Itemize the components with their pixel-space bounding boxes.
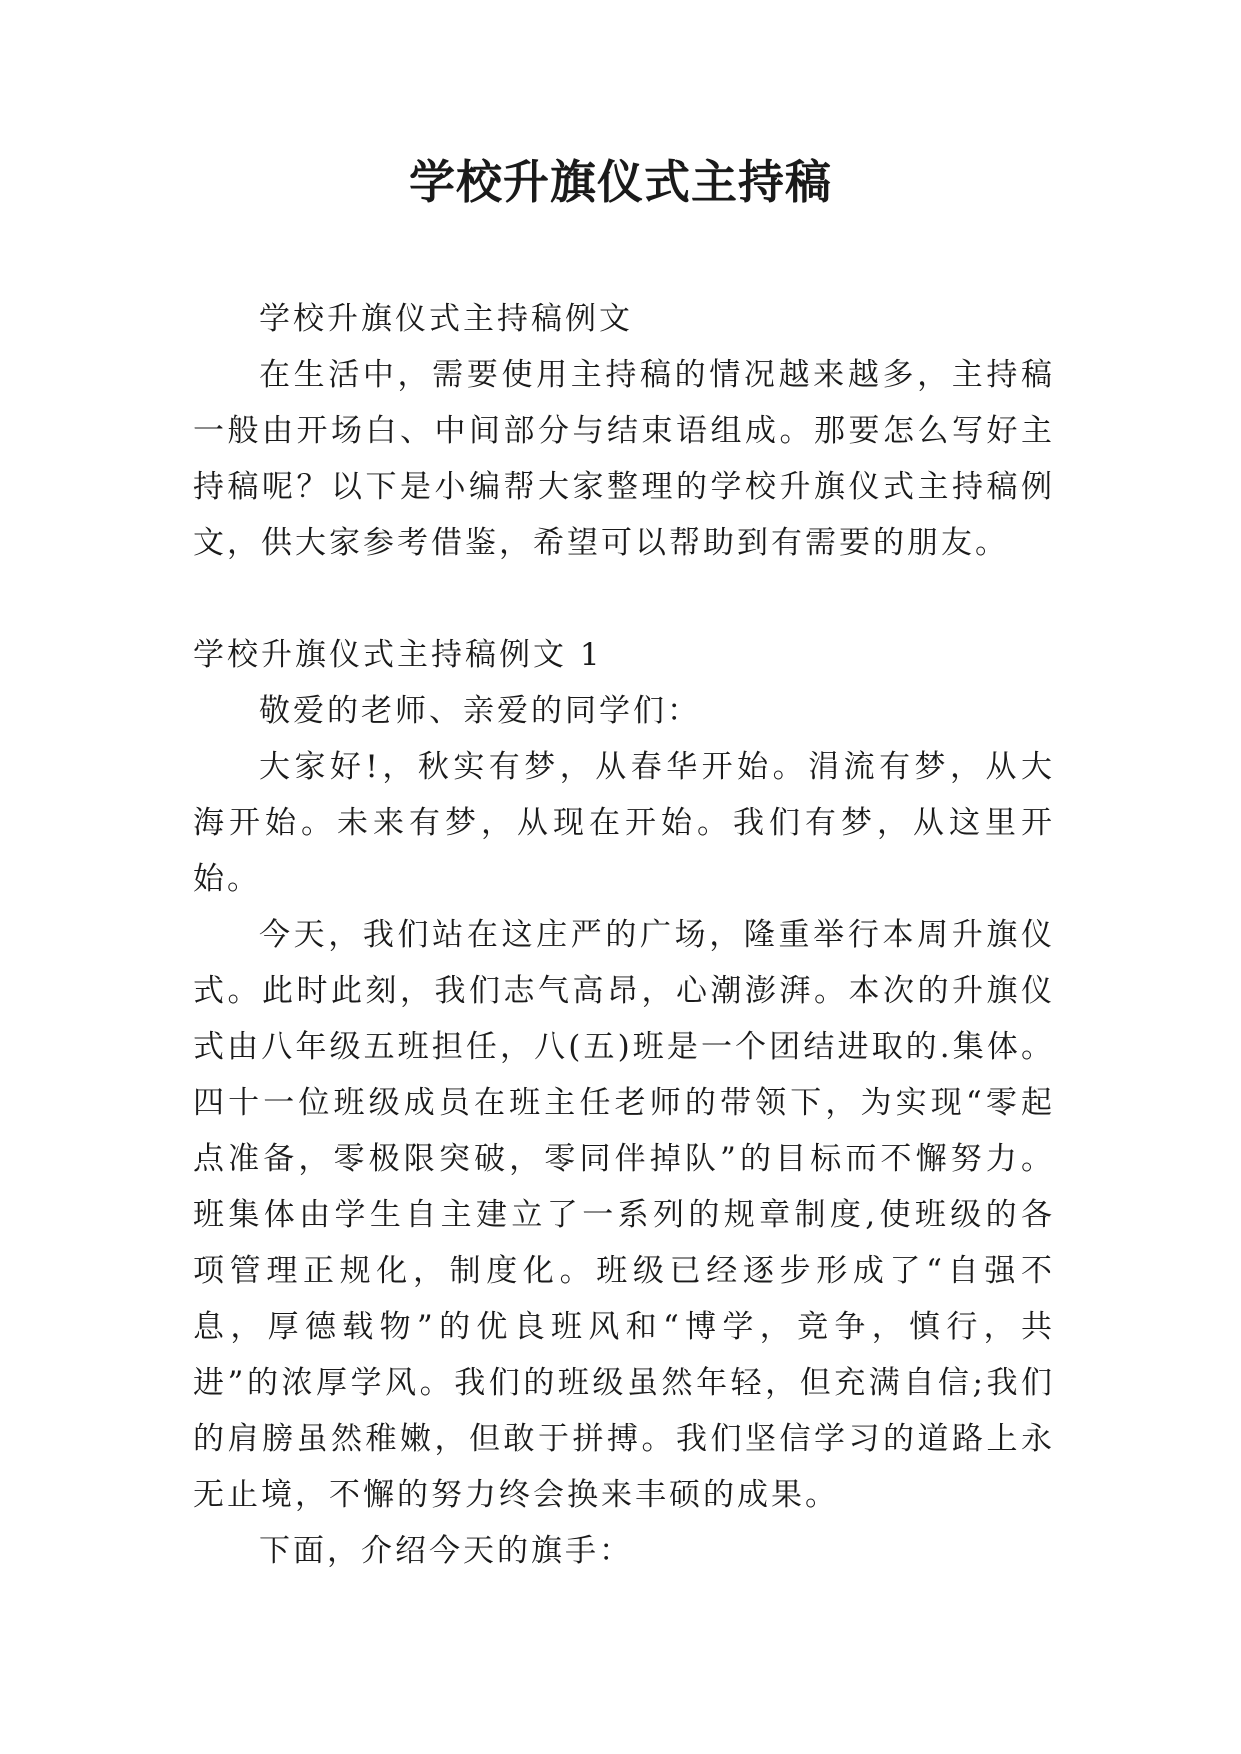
document-subtitle: 学校升旗仪式主持稿例文: [259, 301, 633, 337]
intro-paragraph: 在生活中，需要使用主持稿的情况越来越多，主持稿一般由开场白、中间部分与结束语组成。那要怎么写好主持稿呢？以下是小编帮大家整理的学校升旗仪式主持稿例文，供大家参考借鉴，希望可以帮助到有需要的朋友。: [193, 357, 1055, 561]
section-heading: 学校升旗仪式主持稿例文 1: [193, 637, 603, 673]
class-intro-paragraph: 今天，我们站在这庄严的广场，隆重举行本周升旗仪式。此时此刻，我们志气高昂，心潮澎湃。本次的升旗仪式由八年级五班担任，八(五)班是一个团结进取的.集体。四十一位班级成员在班主任老师的带领下，为实现“零起点准备，零极限突破，零同伴掉队”的目标而不懈努力。班集体由学生自主建立了一系列的规章制度,使班级的各项管理正规化，制度化。班级已经逐步形成了“自强不息，厚德载物”的优良班风和“博学，竞争，慎行，共进”的浓厚学风。我们的班级虽然年轻，但充满自信;我们的肩膀虽然稚嫩，但敢于拼搏。我们坚信学习的道路上永无止境，不懈的努力终会换来丰硕的成果。: [193, 917, 1055, 1513]
page-title: 学校升旗仪式主持稿: [409, 155, 832, 209]
paragraph-spacer: [193, 571, 1055, 627]
greeting-paragraph: 大家好!，秋实有梦，从春华开始。涓流有梦，从大海开始。未来有梦，从现在开始。我们有梦，从这里开始。: [193, 749, 1055, 897]
document-body: [193, 291, 1055, 1579]
salutation-paragraph: 敬爱的老师、亲爱的同学们：: [259, 693, 701, 729]
flag-bearer-intro-paragraph: 下面，介绍今天的旗手：: [259, 1533, 633, 1569]
